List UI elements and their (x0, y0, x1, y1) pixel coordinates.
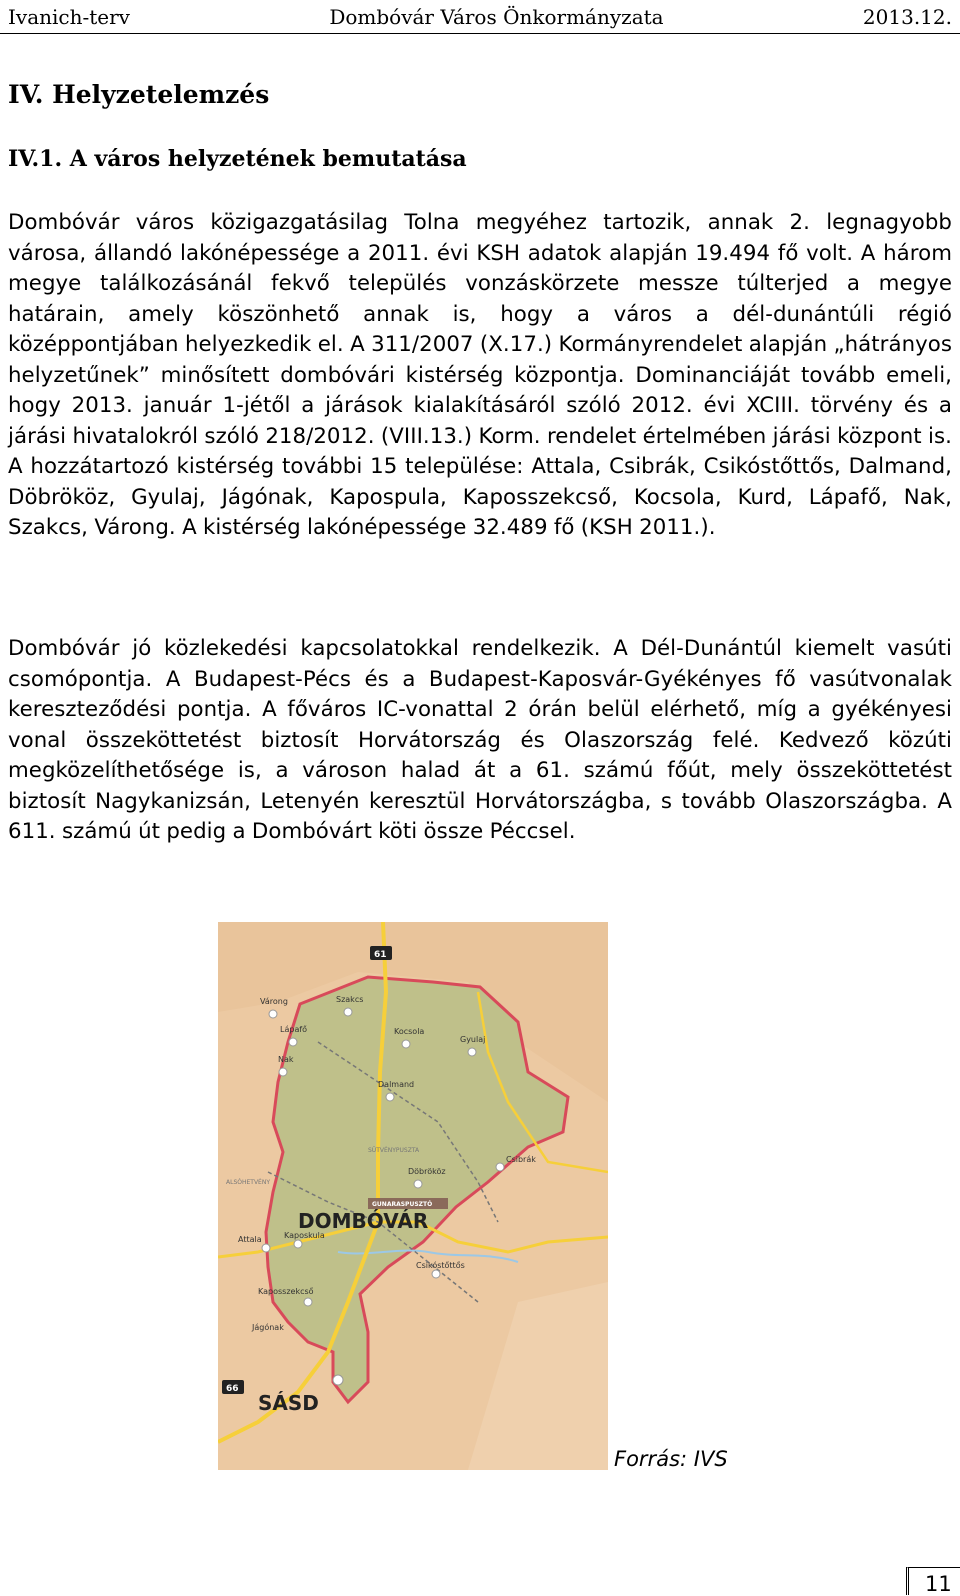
label-csibrak: Csibrák (506, 1155, 536, 1164)
marker-gyulaj (468, 1048, 476, 1056)
label-dombovar: DOMBÓVÁR (298, 1209, 429, 1233)
label-varong: Várong (260, 997, 288, 1006)
label-nak: Nak (278, 1055, 294, 1064)
marker-jagonak (333, 1375, 343, 1385)
marker-attala (262, 1244, 270, 1252)
header-rule (0, 33, 960, 34)
label-csikostottos: Csikóstőttős (416, 1261, 465, 1270)
marker-kaposszekcso (304, 1298, 312, 1306)
label-attala: Attala (238, 1235, 262, 1244)
marker-csibrak (496, 1163, 504, 1171)
label-szakcs: Szakcs (336, 995, 364, 1004)
marker-dobrokoz (414, 1180, 422, 1188)
label-lapafo: Lápafő (280, 1025, 308, 1034)
label-alsohetveny: ALSÓHETVÉNY (226, 1179, 270, 1186)
header-left: Ivanich-terv (8, 5, 130, 29)
road-number-61: 61 (374, 950, 387, 960)
label-jagonak: Jágónak (252, 1323, 284, 1332)
paragraph-2: Dombóvár jó közlekedési kapcsolatokkal rendelkezik. A Dél-Dunántúl kiemelt vasúti csomópontja. A Budapest-Pécs és a Budapest-Kaposvár-Gyékényes fő vasútvonalak kereszteződési pontja. A főváros IC-vonattal 2 órán belül elérhető, míg a gyékényesi vonal összeköttetést biztosít Horvátország és Olaszország felé. Kedvező közúti megközelíthetősége is, a városon halad át a 61. számú főút, mely összeköttetést biztosít Nagykanizsán, Letenyén keresztül Horvátországba, s tovább Olaszországba. A 611. számú út pedig a Dombóvárt köti össze Péccsel. (8, 636, 952, 844)
marker-csikostottos (432, 1270, 440, 1278)
label-gyulaj: Gyulaj (460, 1035, 486, 1044)
road-number-66: 66 (226, 1384, 239, 1394)
label-dobrokoz: Döbrököz (408, 1167, 446, 1176)
paragraph-1: Dombóvár város közigazgatásilag Tolna megyéhez tartozik, annak 2. legnagyobb városa, állandó lakónépessége a 2011. évi KSH adatok alapján 19.494 fő volt. A három megye találkozásánál fekvő település vonzáskörzete messze túlterjed a megye határain, amely köszönhető annak is, hogy a város a dél-dunántúli régió középpontjában helyezkedik el. A 311/2007 (X.17.) Kormányrendelet alapján „hátrányos helyzetűnek” minősített dombóvári kistérség központja. Dominanciáját tovább emeli, hogy 2013. január 1-jétől a járások kialakításáról szóló 2012. évi XCIII. törvény és a járási hivatalokról szóló 218/2012. (VIII.13.) Korm. rendelet értelmében járási központ is. A hozzátartozó kistérség további 15 települése: Attala, Csibrák, Csikóstőttős, Dalmand, Döbrököz, Gyulaj, Jágónak, Kapospula, Kaposszekcső, Kocsola, Kurd, Lápafő, Nak, Szakcs, Várong. A kistérség lakónépessége 32.489 fő (KSH 2011.). (8, 210, 952, 540)
marker-kaposkula (294, 1240, 302, 1248)
label-sasd: SÁSD (258, 1391, 319, 1415)
header-right: 2013.12. (862, 5, 952, 29)
label-dalmand: Dalmand (378, 1080, 415, 1089)
label-kaposszekcso: Kaposszekcső (258, 1287, 314, 1296)
marker-nak (279, 1068, 287, 1076)
map-source-caption: Forrás: IVS (614, 1447, 728, 1471)
subsection-heading: IV.1. A város helyzetének bemutatása (8, 146, 467, 172)
marker-kocsola (402, 1040, 410, 1048)
marker-szakcs (344, 1008, 352, 1016)
label-sutvenypuszta: SÜTVÉNYPUSZTA (368, 1147, 420, 1154)
section-heading: IV. Helyzetelemzés (8, 80, 270, 109)
page-number: 11 (925, 1572, 952, 1596)
marker-dalmand (386, 1093, 394, 1101)
marker-varong (269, 1010, 277, 1018)
page-header (8, 4, 952, 30)
marker-lapafo (289, 1038, 297, 1046)
label-gunaraspuszto: GUNARASPUSZTÓ (372, 1201, 433, 1208)
map-svg (218, 922, 608, 1470)
region-map (218, 922, 608, 1470)
label-kocsola: Kocsola (394, 1027, 425, 1036)
header-center: Dombóvár Város Önkormányzata (329, 5, 664, 29)
label-kaposkula: Kaposkula (284, 1231, 325, 1240)
